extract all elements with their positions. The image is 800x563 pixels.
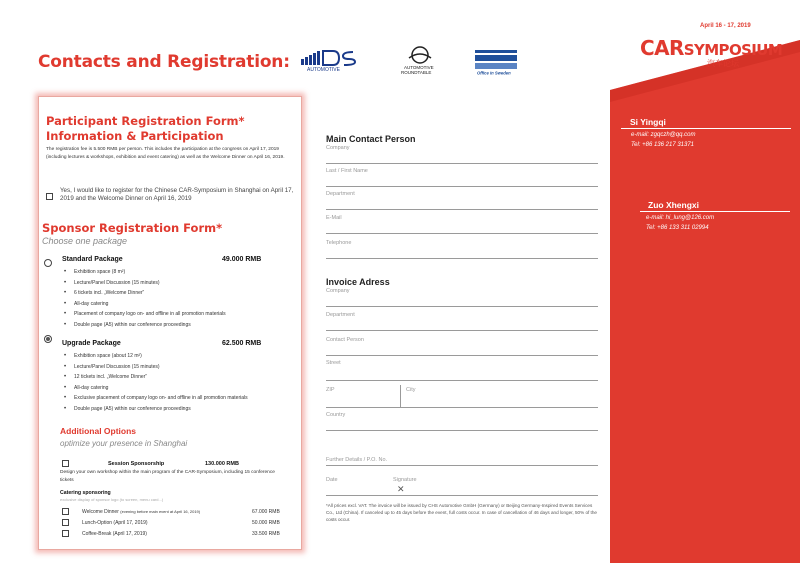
- feature-item: • All-day catering: [64, 299, 294, 310]
- email-field[interactable]: [326, 233, 598, 234]
- red-band-shape: [600, 0, 800, 563]
- welcome-dinner-label: Welcome Dinner (evening before main event at April 16, 2019): [82, 509, 201, 515]
- invoice-street-field[interactable]: [326, 380, 598, 381]
- telephone-field-label: Telephone: [326, 240, 352, 246]
- page-title: Contacts and Registration:: [38, 52, 290, 72]
- name-field-label: Last / First Name: [326, 168, 368, 174]
- invoice-company-field[interactable]: [326, 306, 598, 307]
- upgrade-package-features: [64, 351, 298, 414]
- session-sponsorship-price: 130.000 RMB: [205, 461, 239, 467]
- participant-description: The registration fee is 5.500 RMB per person. This includes the participation at the congress on April 17, 2019 (including lectures & workshops, exhibition and event catering) as well as the Welcome Dinner on April 16, 2019.: [46, 147, 285, 160]
- catering-title: Catering sponsoring: [60, 490, 111, 496]
- sign-here-icon: ✕: [397, 484, 405, 494]
- participant-title: Participant Registration Form*: [46, 114, 245, 128]
- feature-item: • All-day catering: [64, 383, 298, 394]
- main-contact-title: Main Contact Person: [326, 134, 416, 144]
- contact-divider-1: [621, 128, 791, 129]
- feature-item: • Exhibition space (about 12 m²): [64, 351, 298, 362]
- telephone-field[interactable]: [326, 258, 598, 259]
- additional-options-title: Additional Options: [60, 426, 137, 436]
- invoice-contact-field[interactable]: [326, 355, 598, 356]
- date-signature-field[interactable]: [326, 495, 598, 496]
- ds-automotive-logo: [299, 49, 359, 73]
- feature-item: • Exhibition space (8 m²): [64, 267, 294, 278]
- svg-text:Office in Sweden: Office in Sweden: [477, 70, 511, 76]
- invoice-title: Invoice Adress: [326, 277, 390, 287]
- invoice-department-field[interactable]: [326, 330, 598, 331]
- zip-city-divider: [400, 385, 401, 407]
- feature-item: • Double page (A5) within our conference proceedings: [64, 320, 294, 331]
- event-date: April 16 - 17, 2019: [700, 23, 751, 29]
- contact-email-2: e-mail: hi_lung@126.com: [646, 215, 715, 221]
- contact-name-2: Zuo Xhengxi: [648, 200, 699, 210]
- sponsor-subtitle: Choose one package: [42, 236, 128, 246]
- upgrade-package-name: Upgrade Package: [62, 340, 121, 347]
- participant-registration-checkbox[interactable]: [46, 193, 53, 200]
- lunch-option-label: Lunch-Option (April 17, 2019): [82, 520, 148, 526]
- coffee-break-price: 33.500 RMB: [252, 531, 280, 537]
- lunch-option-price: 50.000 RMB: [252, 520, 280, 526]
- country-label: Country: [326, 412, 346, 418]
- standard-package-features: [64, 267, 294, 330]
- catering-subtitle: exclusive display of sponsor logo (to screen, menu card...): [60, 497, 164, 502]
- zip-city-field[interactable]: [326, 407, 598, 408]
- coffee-break-checkbox[interactable]: [62, 530, 69, 537]
- session-sponsorship-label: Session Sponsorship: [108, 461, 165, 467]
- contact-tel-2: Tel: +86 133 311 02994: [646, 225, 709, 231]
- svg-text:AUTOMOTIVE: AUTOMOTIVE: [307, 67, 340, 73]
- invoice-company-label: Company: [326, 288, 350, 294]
- upgrade-package-price: 62.500 RMB: [222, 340, 262, 347]
- welcome-dinner-checkbox[interactable]: [62, 508, 69, 515]
- session-sponsorship-description: Design your own workshop within the main program of the CAR-Symposium, including 15 conference tickets: [60, 470, 275, 483]
- contact-tel-1: Tel: +86 136 217 31371: [631, 142, 695, 148]
- invoice-street-label: Street: [326, 360, 341, 366]
- svg-text:AUTOMOTIVE: AUTOMOTIVE: [404, 65, 434, 70]
- automotive-roundtable-logo: [395, 46, 445, 76]
- welcome-dinner-price: 67.000 RMB: [252, 509, 280, 515]
- lunch-option-checkbox[interactable]: [62, 519, 69, 526]
- further-details-label: Further Details / P.O. No.: [326, 457, 388, 463]
- swedish-office-logo: [475, 48, 517, 76]
- brand-chinese-text: 汽车论坛: [707, 59, 739, 68]
- invoice-contact-label: Contact Person: [326, 337, 364, 343]
- city-label: City: [406, 387, 416, 393]
- standard-package-name: Standard Package: [62, 256, 123, 263]
- additional-options-subtitle: optimize your presence in Shanghai: [60, 439, 188, 448]
- contact-name-1: Si Yingqi: [630, 117, 666, 127]
- contact-email-1: e-mail: zgqczh@qq.com: [631, 132, 696, 138]
- signature-label: Signature: [393, 477, 417, 483]
- feature-item: • Exclusive placement of company logo on- and offline in all promotion materials: [64, 393, 298, 404]
- date-label: Date: [326, 477, 338, 483]
- standard-package-price: 49.000 RMB: [222, 256, 262, 263]
- department-field[interactable]: [326, 209, 598, 210]
- department-field-label: Department: [326, 191, 355, 197]
- coffee-break-label: Coffee-Break (April 17, 2019): [82, 531, 147, 537]
- sponsor-title: Sponsor Registration Form*: [42, 221, 223, 235]
- participant-checkbox-label: Yes, I would like to register for the Chinese CAR-Symposium in Shanghai on April 17, 2019 and the Welcome Dinner on April 16, 2019: [60, 187, 294, 202]
- company-field-label: Company: [326, 145, 350, 151]
- standard-package-radio[interactable]: [44, 259, 52, 267]
- feature-item: • Placement of company logo on- and offline in all promotion materials: [64, 309, 294, 320]
- feature-item: • Double page (A5) within our conference proceedings: [64, 404, 298, 415]
- upgrade-package-radio[interactable]: [44, 335, 52, 343]
- contact-divider-2: [640, 211, 790, 212]
- feature-item: • Lecture/Panel Discussion (15 minutes): [64, 278, 294, 289]
- feature-item: • Lecture/Panel Discussion (15 minutes): [64, 362, 298, 373]
- zip-label: ZIP: [326, 387, 335, 393]
- invoice-department-label: Department: [326, 312, 355, 318]
- right-red-band: [600, 0, 800, 563]
- name-field[interactable]: [326, 186, 598, 187]
- participant-subtitle: Information & Participation: [46, 129, 224, 143]
- feature-item: • 12 tickets incl. „Welcome Dinner“: [64, 372, 298, 383]
- svg-text:ROUNDTABLE: ROUNDTABLE: [401, 70, 432, 75]
- brand-logo-text: CARSYMPOSIUM: [640, 36, 783, 60]
- feature-item: • 6 tickets incl. „Welcome Dinner“: [64, 288, 294, 299]
- session-sponsorship-checkbox[interactable]: [62, 460, 69, 467]
- email-field-label: E-Mail: [326, 215, 342, 221]
- company-field[interactable]: [326, 163, 598, 164]
- price-footnote: *All prices excl. VAT. The invoice will be issued by CHS Automotive GmbH (Germany) or Beijing Germany-Inspired Events Services Co., Ltd (China). If canceled up to 45 days before the event, full costs occur. In case of cancellation of 46 days and longer, 50% of the costs occur.: [326, 503, 597, 522]
